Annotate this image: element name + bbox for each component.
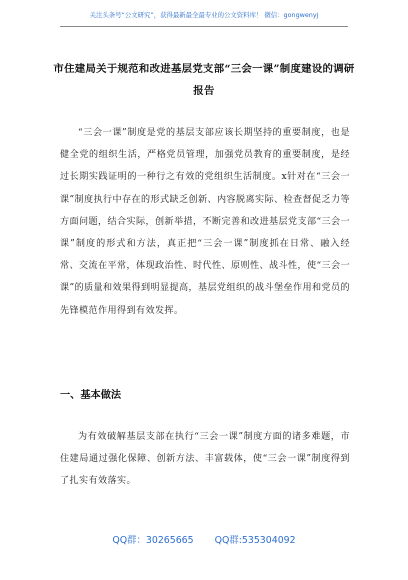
footer-qq-group-2: QQ群:535304092 xyxy=(214,535,296,546)
header-divider xyxy=(60,26,348,27)
document-title: 市住建局关于规范和改进基层党支部“三会一课”制度建设的调研报告 xyxy=(53,63,355,97)
section-heading-basic-practices: 一、基本做法 xyxy=(60,390,122,401)
body-paragraph-1: “三会一课”制度是党的基层支部应该长期坚持的重要制度，也是健全党的组织生活，严格党员管理，加强党员教育的重要制度，是经过长期实践证明的一种行之有效的党组织生活制度。x针对在“三会一课”制度执行中存在的形式缺乏创新、内容脱离实际、检查督促乏力等方面问题，结合实际，创新举措，不断完善和改进基层党支部“三会一课”制度的形式和方法，真正把“三会一课”制度抓在日常、融入经常、交流在平常，体现政治性、时代性、原则性、战斗性，使“三会一课”的质量和效果得到明显提高，基层党组织的战斗堡垒作用和党员的先锋模范作用得到有效发挥。 xyxy=(60,128,350,316)
footer-contact xyxy=(40,532,368,546)
body-paragraph-2: 为有效破解基层支部在执行“三会一课”制度方面的诸多难题，市住建局通过强化保障、创新方法、丰富载体，使“三会一课”制度得到了扎实有效落实。 xyxy=(60,432,350,487)
footer-qq-group-1: QQ群：30265665 xyxy=(112,535,194,546)
header-banner: 关注头条号“公文研究”，获得最新最全最专业的公文资料库！ 微信：gongwenyj xyxy=(89,11,319,19)
